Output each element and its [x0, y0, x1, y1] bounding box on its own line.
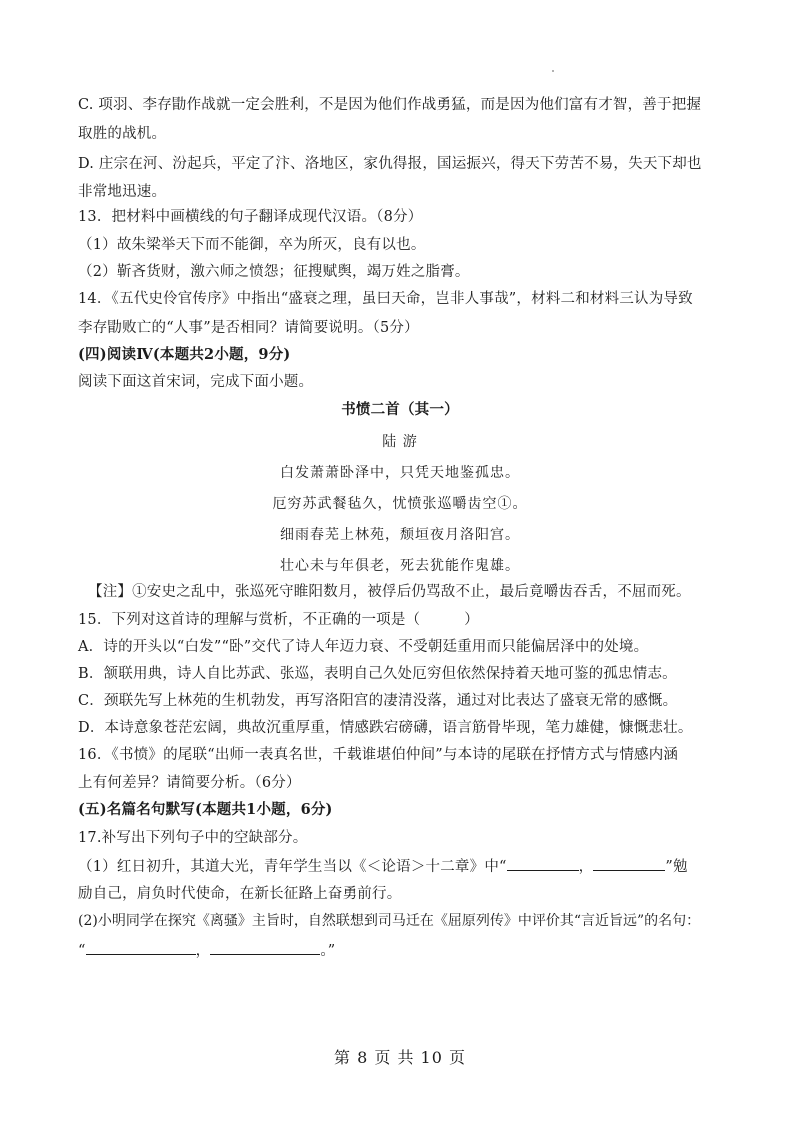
q17-2-blank-b[interactable] [210, 940, 320, 955]
question-13-sentence-1: （1）故朱梁举天下而不能御，卒为所灭，良有以也。 [78, 237, 426, 253]
poem-line-2: 厄穷苏武餐毡久，忧愤张巡嚼齿空①。 [272, 496, 528, 512]
question-16-line2: 上有何差异？请简要分析。（6分） [78, 775, 301, 791]
q17-2-open-quote: “ [78, 943, 86, 959]
poem-author: 陆 游 [382, 434, 418, 450]
poem-line-1: 白发萧萧卧泽中，只凭天地鉴孤忠。 [280, 465, 520, 481]
q17-1-text: （1）红日初升，其道大光，青年学生当以《＜论语＞十二章》中“ [78, 859, 507, 875]
section-4-heading: (四)阅读Ⅳ(本题共2小题，9分) [78, 346, 291, 363]
question-14-line1: 14．《五代史伶官传序》中指出“盛衰之理，虽曰天命，岂非人事哉”，材料二和材料三认为导致 [78, 291, 693, 307]
page-footer: 第 8 页 共 10 页 [334, 1048, 466, 1067]
question-17: 17.补写出下列句子中的空缺部分。 [78, 830, 308, 846]
q17-2-close: 。” [320, 943, 336, 959]
section-5-heading: (五)名篇名句默写(本题共1小题，6分) [78, 801, 333, 818]
poem-note: 【注】①安史之乱中，张巡死守睢阳数月，被俘后仍骂敌不止，最后竟嚼齿吞舌，不屈而死。 [88, 584, 691, 600]
poem-line-3: 细雨春芜上林苑，颓垣夜月洛阳宫。 [280, 527, 520, 543]
q17-1-blank-a[interactable] [507, 856, 579, 871]
q17-1-comma: ， [578, 859, 594, 875]
q15-option-d: D．本诗意象苍茫宏阔，典故沉重厚重，情感跌宕磅礴，语言筋骨毕现，笔力雄健，慷慨悲壮。 [78, 720, 693, 736]
q15-option-b: B．颔联用典，诗人自比苏武、张巡，表明自己久处厄穷但依然保持着天地可鉴的孤忠情志。 [78, 666, 677, 682]
question-17-part1 [78, 856, 688, 877]
question-16-line1: 16．《书愤》的尾联“出师一表真名世，千载谁堪伯仲间”与本诗的尾联在抒情方式与情感内涵 [78, 747, 679, 763]
question-14-line2: 李存勖败亡的“人事”是否相同？请简要说明。（5分） [78, 320, 419, 336]
question-17-part2-blanks [78, 940, 335, 961]
question-17-part1-cont: 励自己，肩负时代使命，在新长征路上奋勇前行。 [78, 886, 402, 902]
question-15 [78, 610, 479, 630]
q17-2-blank-a[interactable] [86, 940, 196, 955]
poem-line-4: 壮心未与年俱老，死去犹能作鬼雄。 [280, 558, 520, 574]
q17-1-blank-b[interactable] [593, 856, 665, 871]
question-15-close: ） [464, 612, 479, 628]
option-d-line1: D. 庄宗在河、汾起兵，平定了汴、洛地区，家仇得报，国运振兴，得天下劳苦不易，失天下却也 [78, 156, 702, 172]
question-17-part2: (2)小明同学在探究《离骚》主旨时，自然联想到司马迁在《屈原列传》中评价其“言近旨远”的名句： [78, 913, 701, 929]
q17-1-tail: ”勉 [665, 859, 688, 875]
option-c-line2: 取胜的战机。 [78, 126, 167, 142]
q15-option-c: C．颈联先写上林苑的生机勃发，再写洛阳宫的凄清没落，通过对比表达了盛衰无常的感慨。 [78, 693, 678, 709]
section-4-instruction: 阅读下面这首宋词，完成下面小题。 [78, 374, 314, 390]
option-d-line2: 非常地迅速。 [78, 184, 167, 200]
poem-title: 书愤二首（其一） [341, 401, 459, 418]
option-c-line1: C. 项羽、李存勖作战就一定会胜利，不是因为他们作战勇猛，而是因为他们富有才智，善于把握 [78, 97, 702, 113]
q17-2-comma: ， [195, 943, 211, 959]
question-13: 13．把材料中画横线的句子翻译成现代汉语。（8分） [78, 209, 423, 225]
question-13-sentence-2: （2）靳吝货财，激六师之愤怨；征搜赋舆，竭万姓之脂膏。 [78, 264, 470, 280]
question-15-text: 15．下列对这首诗的理解与赏析，不正确的一项是（ [78, 612, 421, 628]
q15-option-a: A．诗的开头以“白发”“卧”交代了诗人年迈力衰、不受朝廷重用而只能偏居泽中的处境。 [78, 639, 649, 655]
scan-dot [552, 70, 554, 72]
